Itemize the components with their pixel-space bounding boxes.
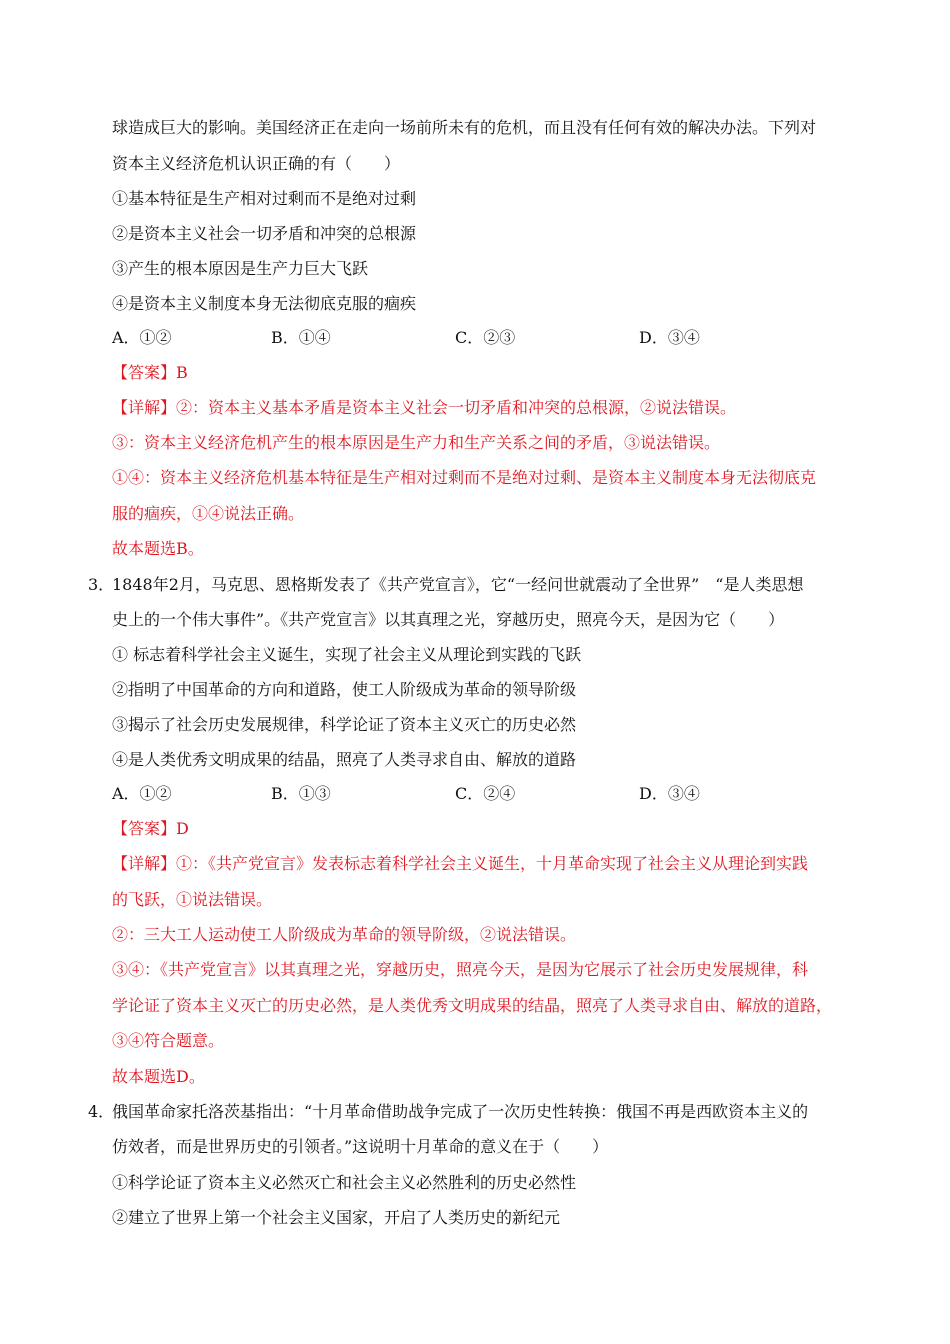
question-3-stem-line-1: 1848年2月，马克思、恩格斯发表了《共产党宣言》，它“一经问世就震动了全世界” “是人类思想 bbox=[112, 575, 804, 594]
answer-value: B bbox=[176, 363, 188, 382]
question-3-stem-line-2: 史上的一个伟大事件”。《共产党宣言》以其真理之光，穿越历史，照亮今天，是因为它（ ） bbox=[112, 610, 785, 629]
question-4-item-1: ①科学论证了资本主义必然灭亡和社会主义必然胜利的历史必然性 bbox=[112, 1173, 577, 1192]
question-3-answer bbox=[112, 819, 189, 839]
question-2-item-4: ④是资本主义制度本身无法彻底克服的痼疾 bbox=[112, 294, 417, 313]
question-3-item-3: ③揭示了社会历史发展规律，科学论证了资本主义灭亡的历史必然 bbox=[112, 715, 577, 734]
question-3-number: 3． bbox=[88, 575, 115, 594]
question-2-option-a: A．①② bbox=[112, 328, 172, 347]
question-3-item-1: ① 标志着科学社会主义诞生，实现了社会主义从理论到实践的飞跃 bbox=[112, 645, 582, 664]
question-3-item-4: ④是人类优秀文明成果的结晶，照亮了人类寻求自由、解放的道路 bbox=[112, 750, 577, 769]
question-3-option-a: A．①② bbox=[112, 784, 172, 803]
question-2-detail-line-4: 服的痼疾，①④说法正确。 bbox=[112, 504, 305, 523]
question-2-option-c: C．②③ bbox=[455, 328, 516, 347]
answer-label: 【答案】 bbox=[112, 819, 177, 838]
question-2-item-2: ②是资本主义社会一切矛盾和冲突的总根源 bbox=[112, 224, 417, 243]
question-3-detail-line-4: ③④：《共产党宣言》以其真理之光，穿越历史，照亮今天，是因为它展示了社会历史发展规律，科 bbox=[112, 960, 809, 979]
detail-label: 【详解】 bbox=[112, 854, 177, 873]
question-3-detail-line-6: ③④符合题意。 bbox=[112, 1031, 225, 1050]
question-3-option-d: D．③④ bbox=[639, 784, 700, 803]
detail-label: 【详解】 bbox=[112, 398, 177, 417]
question-3-detail-line-1: 【详解】①：《共产党宣言》发表标志着科学社会主义诞生，十月革命实现了社会主义从理论到实践 bbox=[112, 854, 809, 873]
question-3-detail-line-3: ②：三大工人运动使工人阶级成为革命的领导阶级，②说法错误。 bbox=[112, 925, 577, 944]
question-3-conclusion: 故本题选D。 bbox=[112, 1067, 205, 1086]
question-3-detail-line-2: 的飞跃，①说法错误。 bbox=[112, 890, 273, 909]
question-2-detail-line-3: ①④：资本主义经济危机基本特征是生产相对过剩而不是绝对过剩、是资本主义制度本身无法彻底克 bbox=[112, 468, 817, 487]
question-2-detail-line-1: 【详解】②：资本主义基本矛盾是资本主义社会一切矛盾和冲突的总根源，②说法错误。 bbox=[112, 398, 737, 417]
question-2-stem-line-2: 资本主义经济危机认识正确的有（ ） bbox=[112, 154, 401, 173]
question-3-item-2: ②指明了中国革命的方向和道路，使工人阶级成为革命的领导阶级 bbox=[112, 680, 577, 699]
question-4-item-2: ②建立了世界上第一个社会主义国家，开启了人类历史的新纪元 bbox=[112, 1208, 561, 1227]
question-2-detail-line-2: ③：资本主义经济危机产生的根本原因是生产力和生产关系之间的矛盾，③说法错误。 bbox=[112, 433, 721, 452]
question-2-option-d: D．③④ bbox=[639, 328, 700, 347]
question-3-option-b: B．①③ bbox=[271, 784, 331, 803]
question-4-stem-line-1: 俄国革命家托洛茨基指出：“十月革命借助战争完成了一次历史性转换：俄国不再是西欧资本主义的 bbox=[112, 1102, 809, 1121]
question-4-number: 4． bbox=[88, 1102, 115, 1121]
question-2-answer bbox=[112, 363, 188, 383]
answer-label: 【答案】 bbox=[112, 363, 177, 382]
question-4-stem-line-2: 仿效者，而是世界历史的引领者。”这说明十月革命的意义在于（ ） bbox=[112, 1137, 609, 1156]
answer-value: D bbox=[176, 819, 189, 838]
question-3-detail-line-5: 学论证了资本主义灭亡的历史必然，是人类优秀文明成果的结晶，照亮了人类寻求自由、解放的道路， bbox=[112, 996, 833, 1015]
question-2-stem-line-1: 球造成巨大的影响。美国经济正在走向一场前所未有的危机，而且没有任何有效的解决办法。下列对 bbox=[112, 118, 817, 137]
question-2-item-1: ①基本特征是生产相对过剩而不是绝对过剩 bbox=[112, 189, 417, 208]
question-2-item-3: ③产生的根本原因是生产力巨大飞跃 bbox=[112, 259, 369, 278]
question-2-conclusion: 故本题选B。 bbox=[112, 539, 204, 558]
question-3-option-c: C．②④ bbox=[455, 784, 516, 803]
question-2-option-b: B．①④ bbox=[271, 328, 331, 347]
